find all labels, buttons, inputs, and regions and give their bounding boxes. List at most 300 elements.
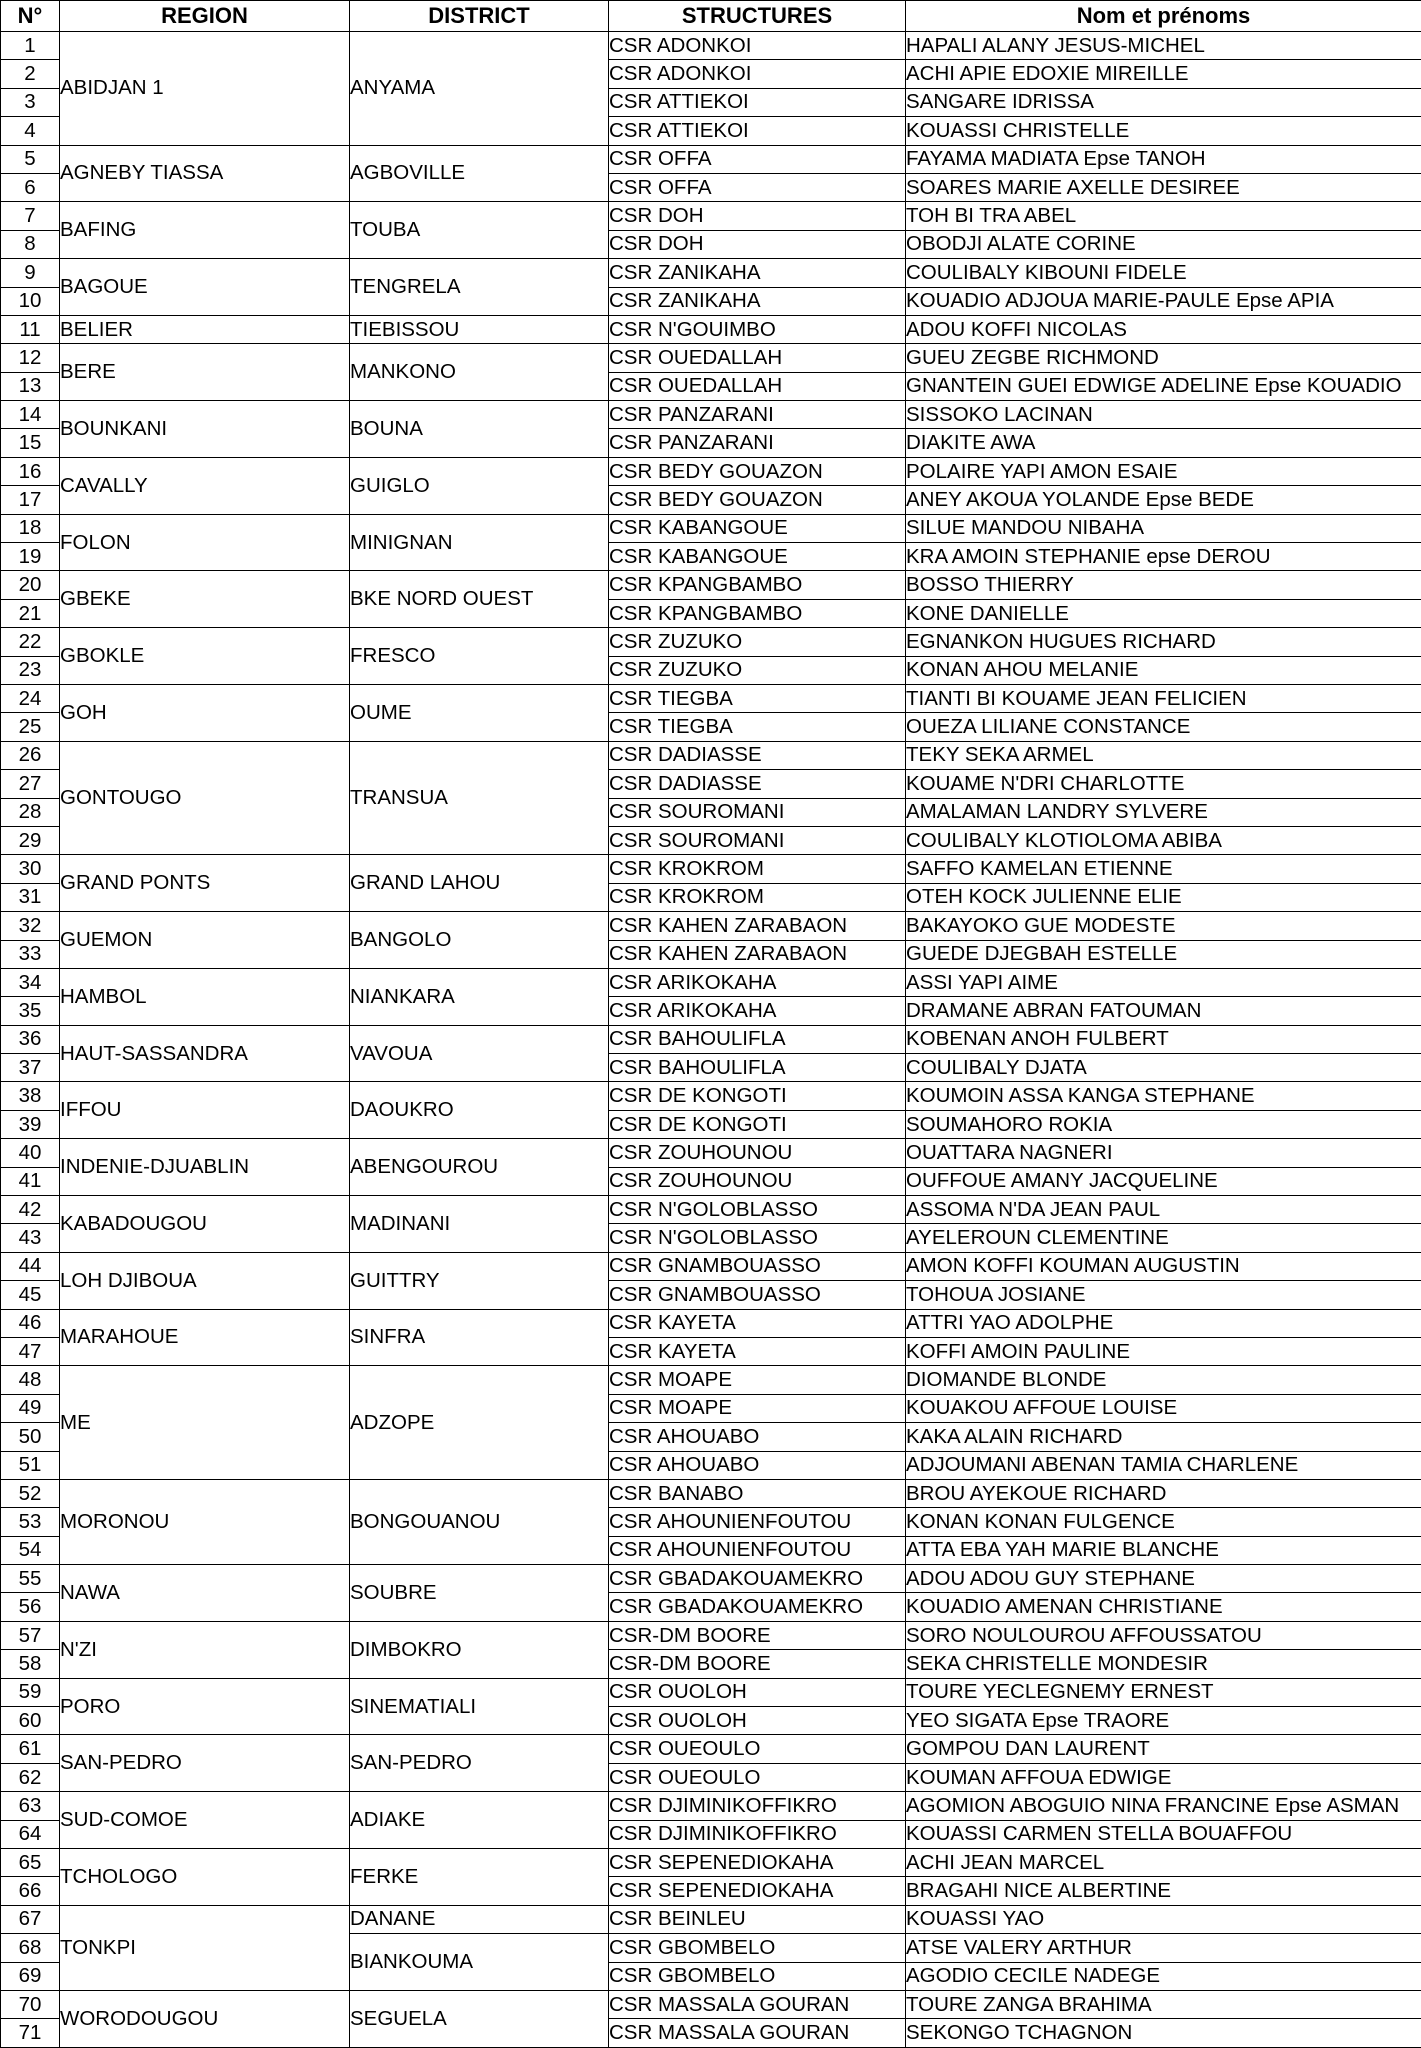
district-cell: DANANE	[350, 1905, 609, 1933]
row-number: 69	[1, 1962, 60, 1990]
row-number: 1	[1, 32, 60, 60]
table-row	[1, 1366, 1421, 1394]
name-cell: SILUE MANDOU NIBAHA	[906, 514, 1421, 542]
name-cell: GUEDE DJEGBAH ESTELLE	[906, 940, 1421, 968]
name-cell: TOURE YECLEGNEMY ERNEST	[906, 1678, 1421, 1706]
name-cell: AYELEROUN CLEMENTINE	[906, 1224, 1421, 1252]
row-number: 35	[1, 997, 60, 1025]
row-number: 23	[1, 656, 60, 684]
structure-cell: CSR N'GOLOBLASSO	[609, 1196, 906, 1224]
table-row	[1, 1792, 1421, 1820]
district-cell: GUIGLO	[350, 457, 609, 514]
name-cell: KOUMOIN ASSA KANGA STEPHANE	[906, 1082, 1421, 1110]
table-row	[1, 1025, 1421, 1053]
name-cell: OUEZA LILIANE CONSTANCE	[906, 713, 1421, 741]
name-cell: SOUMAHORO ROKIA	[906, 1110, 1421, 1138]
structure-cell: CSR BEINLEU	[609, 1905, 906, 1933]
structure-cell: CSR KAYETA	[609, 1309, 906, 1337]
table-row	[1, 1735, 1421, 1763]
region-cell: FOLON	[60, 514, 350, 571]
name-cell: AMON KOFFI KOUMAN AUGUSTIN	[906, 1252, 1421, 1280]
structure-cell: CSR KAYETA	[609, 1337, 906, 1365]
table-row	[1, 1082, 1421, 1110]
structure-cell: CSR MASSALA GOURAN	[609, 2019, 906, 2047]
row-number: 61	[1, 1735, 60, 1763]
structure-cell: CSR DADIASSE	[609, 770, 906, 798]
name-cell: ATTA EBA YAH MARIE BLANCHE	[906, 1536, 1421, 1564]
table-row	[1, 571, 1421, 599]
row-number: 8	[1, 230, 60, 258]
row-number: 54	[1, 1536, 60, 1564]
row-number: 70	[1, 1990, 60, 2018]
district-cell: SOUBRE	[350, 1565, 609, 1622]
region-cell: HAMBOL	[60, 968, 350, 1025]
structure-cell: CSR KABANGOUE	[609, 543, 906, 571]
table-row	[1, 1905, 1421, 1933]
name-cell: SANGARE IDRISSA	[906, 88, 1421, 116]
row-number: 24	[1, 684, 60, 712]
region-cell: SUD-COMOE	[60, 1792, 350, 1849]
row-number: 43	[1, 1224, 60, 1252]
structure-cell: CSR DOH	[609, 202, 906, 230]
name-cell: SOARES MARIE AXELLE DESIREE	[906, 173, 1421, 201]
structure-cell: CSR KABANGOUE	[609, 514, 906, 542]
structure-cell: CSR OUEOULO	[609, 1735, 906, 1763]
row-number: 60	[1, 1707, 60, 1735]
name-cell: KOFFI AMOIN PAULINE	[906, 1337, 1421, 1365]
row-number: 5	[1, 145, 60, 173]
structure-cell: CSR BANABO	[609, 1479, 906, 1507]
name-cell: TIANTI BI KOUAME JEAN FELICIEN	[906, 684, 1421, 712]
region-cell: SAN-PEDRO	[60, 1735, 350, 1792]
row-number: 32	[1, 912, 60, 940]
region-cell: WORODOUGOU	[60, 1990, 350, 2047]
name-cell: AGODIO CECILE NADEGE	[906, 1962, 1421, 1990]
structure-cell: CSR OUEOULO	[609, 1763, 906, 1791]
name-cell: ATTRI YAO ADOLPHE	[906, 1309, 1421, 1337]
row-number: 31	[1, 883, 60, 911]
name-cell: FAYAMA MADIATA Epse TANOH	[906, 145, 1421, 173]
structure-cell: CSR ATTIEKOI	[609, 117, 906, 145]
name-cell: ACHI JEAN MARCEL	[906, 1849, 1421, 1877]
structure-cell: CSR ZANIKAHA	[609, 259, 906, 287]
row-number: 63	[1, 1792, 60, 1820]
name-cell: HAPALI ALANY JESUS-MICHEL	[906, 32, 1421, 60]
region-cell: IFFOU	[60, 1082, 350, 1139]
structure-cell: CSR SEPENEDIOKAHA	[609, 1849, 906, 1877]
district-cell: SAN-PEDRO	[350, 1735, 609, 1792]
structure-cell: CSR N'GOLOBLASSO	[609, 1224, 906, 1252]
row-number: 47	[1, 1337, 60, 1365]
region-cell: TCHOLOGO	[60, 1849, 350, 1906]
structure-cell: CSR ZUZUKO	[609, 656, 906, 684]
name-cell: KOUASSI CARMEN STELLA BOUAFFOU	[906, 1820, 1421, 1848]
table-row	[1, 145, 1421, 173]
district-cell: BOUNA	[350, 401, 609, 458]
structure-cell: CSR KAHEN ZARABAON	[609, 912, 906, 940]
name-cell: TEKY SEKA ARMEL	[906, 741, 1421, 769]
name-cell: KRA AMOIN STEPHANIE epse DEROU	[906, 543, 1421, 571]
row-number: 48	[1, 1366, 60, 1394]
district-cell: TENGRELA	[350, 259, 609, 316]
name-cell: YEO SIGATA Epse TRAORE	[906, 1707, 1421, 1735]
region-cell: GBEKE	[60, 571, 350, 628]
district-cell: TOUBA	[350, 202, 609, 259]
row-number: 30	[1, 855, 60, 883]
district-cell: SINEMATIALI	[350, 1678, 609, 1735]
structure-cell: CSR OUOLOH	[609, 1707, 906, 1735]
structure-cell: CSR KPANGBAMBO	[609, 571, 906, 599]
row-number: 46	[1, 1309, 60, 1337]
table-row	[1, 968, 1421, 996]
structure-cell: CSR MASSALA GOURAN	[609, 1990, 906, 2018]
structure-cell: CSR ZUZUKO	[609, 628, 906, 656]
row-number: 64	[1, 1820, 60, 1848]
district-cell: DAOUKRO	[350, 1082, 609, 1139]
table-row	[1, 1309, 1421, 1337]
structure-cell: CSR KROKROM	[609, 855, 906, 883]
name-cell: KONE DANIELLE	[906, 599, 1421, 627]
table-row	[1, 259, 1421, 287]
row-number: 42	[1, 1196, 60, 1224]
name-cell: TOURE ZANGA BRAHIMA	[906, 1990, 1421, 2018]
structure-cell: CSR KPANGBAMBO	[609, 599, 906, 627]
structure-cell: CSR ZOUHOUNOU	[609, 1139, 906, 1167]
district-cell: SINFRA	[350, 1309, 609, 1366]
name-cell: OTEH KOCK JULIENNE ELIE	[906, 883, 1421, 911]
district-cell: ADIAKE	[350, 1792, 609, 1849]
structure-cell: CSR ARIKOKAHA	[609, 968, 906, 996]
header-row	[1, 1, 1421, 32]
table-body	[1, 32, 1421, 2048]
row-number: 19	[1, 543, 60, 571]
name-cell: DRAMANE ABRAN FATOUMAN	[906, 997, 1421, 1025]
structure-cell: CSR BAHOULIFLA	[609, 1054, 906, 1082]
name-cell: BRAGAHI NICE ALBERTINE	[906, 1877, 1421, 1905]
structure-cell: CSR SOUROMANI	[609, 798, 906, 826]
district-cell: TIEBISSOU	[350, 315, 609, 343]
row-number: 6	[1, 173, 60, 201]
region-cell: BAGOUE	[60, 259, 350, 316]
district-cell: AGBOVILLE	[350, 145, 609, 202]
row-number: 36	[1, 1025, 60, 1053]
row-number: 65	[1, 1849, 60, 1877]
row-number: 71	[1, 2019, 60, 2047]
name-cell: EGNANKON HUGUES RICHARD	[906, 628, 1421, 656]
table-row	[1, 628, 1421, 656]
name-cell: BROU AYEKOUE RICHARD	[906, 1479, 1421, 1507]
name-cell: KOUADIO AMENAN CHRISTIANE	[906, 1593, 1421, 1621]
district-cell: BONGOUANOU	[350, 1479, 609, 1564]
region-cell: BERE	[60, 344, 350, 401]
name-cell: ATSE VALERY ARTHUR	[906, 1934, 1421, 1962]
table-row	[1, 1678, 1421, 1706]
name-cell: SEKONGO TCHAGNON	[906, 2019, 1421, 2047]
district-cell: NIANKARA	[350, 968, 609, 1025]
structure-cell: CSR-DM BOORE	[609, 1650, 906, 1678]
structure-cell: CSR TIEGBA	[609, 684, 906, 712]
name-cell: ASSOMA N'DA JEAN PAUL	[906, 1196, 1421, 1224]
name-cell: ACHI APIE EDOXIE MIREILLE	[906, 60, 1421, 88]
structure-cell: CSR MOAPE	[609, 1394, 906, 1422]
district-cell: GUITTRY	[350, 1252, 609, 1309]
name-cell: SAFFO KAMELAN ETIENNE	[906, 855, 1421, 883]
row-number: 33	[1, 940, 60, 968]
structure-cell: CSR AHOUABO	[609, 1423, 906, 1451]
header-region: REGION	[60, 1, 350, 32]
table-row	[1, 1196, 1421, 1224]
name-cell: SISSOKO LACINAN	[906, 401, 1421, 429]
row-number: 17	[1, 486, 60, 514]
district-cell: DIMBOKRO	[350, 1621, 609, 1678]
structure-cell: CSR ADONKOI	[609, 60, 906, 88]
row-number: 26	[1, 741, 60, 769]
structure-cell: CSR BEDY GOUAZON	[609, 486, 906, 514]
name-cell: GOMPOU DAN LAURENT	[906, 1735, 1421, 1763]
region-cell: GBOKLE	[60, 628, 350, 685]
structure-cell: CSR BEDY GOUAZON	[609, 457, 906, 485]
structure-cell: CSR SEPENEDIOKAHA	[609, 1877, 906, 1905]
region-cell: ME	[60, 1366, 350, 1480]
name-cell: KOBENAN ANOH FULBERT	[906, 1025, 1421, 1053]
name-cell: KAKA ALAIN RICHARD	[906, 1423, 1421, 1451]
row-number: 53	[1, 1508, 60, 1536]
name-cell: ADOU KOFFI NICOLAS	[906, 315, 1421, 343]
row-number: 20	[1, 571, 60, 599]
row-number: 12	[1, 344, 60, 372]
row-number: 14	[1, 401, 60, 429]
structure-cell: CSR DJIMINIKOFFIKRO	[609, 1820, 906, 1848]
row-number: 25	[1, 713, 60, 741]
table-row	[1, 1565, 1421, 1593]
row-number: 15	[1, 429, 60, 457]
name-cell: COULIBALY KIBOUNI FIDELE	[906, 259, 1421, 287]
row-number: 18	[1, 514, 60, 542]
name-cell: KOUADIO ADJOUA MARIE-PAULE Epse APIA	[906, 287, 1421, 315]
header-structures: STRUCTURES	[609, 1, 906, 32]
structure-cell: CSR KAHEN ZARABAON	[609, 940, 906, 968]
table-row	[1, 1621, 1421, 1649]
structure-cell: CSR MOAPE	[609, 1366, 906, 1394]
region-cell: HAUT-SASSANDRA	[60, 1025, 350, 1082]
name-cell: OBODJI ALATE CORINE	[906, 230, 1421, 258]
row-number: 44	[1, 1252, 60, 1280]
structure-cell: CSR ZANIKAHA	[609, 287, 906, 315]
structure-cell: CSR GNAMBOUASSO	[609, 1281, 906, 1309]
row-number: 37	[1, 1054, 60, 1082]
row-number: 58	[1, 1650, 60, 1678]
row-number: 51	[1, 1451, 60, 1479]
row-number: 34	[1, 968, 60, 996]
row-number: 57	[1, 1621, 60, 1649]
row-number: 56	[1, 1593, 60, 1621]
name-cell: OUFFOUE AMANY JACQUELINE	[906, 1167, 1421, 1195]
row-number: 52	[1, 1479, 60, 1507]
row-number: 68	[1, 1934, 60, 1962]
row-number: 27	[1, 770, 60, 798]
region-cell: INDENIE-DJUABLIN	[60, 1139, 350, 1196]
district-cell: BIANKOUMA	[350, 1934, 609, 1991]
name-cell: KOUASSI CHRISTELLE	[906, 117, 1421, 145]
structure-cell: CSR ZOUHOUNOU	[609, 1167, 906, 1195]
structure-cell: CSR PANZARANI	[609, 429, 906, 457]
row-number: 50	[1, 1423, 60, 1451]
region-cell: MORONOU	[60, 1479, 350, 1564]
row-number: 22	[1, 628, 60, 656]
structure-cell: CSR DE KONGOTI	[609, 1082, 906, 1110]
district-cell: FRESCO	[350, 628, 609, 685]
structure-cell: CSR ATTIEKOI	[609, 88, 906, 116]
row-number: 49	[1, 1394, 60, 1422]
row-number: 62	[1, 1763, 60, 1791]
name-cell: ADOU ADOU GUY STEPHANE	[906, 1565, 1421, 1593]
name-cell: DIAKITE AWA	[906, 429, 1421, 457]
header-number: N°	[1, 1, 60, 32]
district-cell: VAVOUA	[350, 1025, 609, 1082]
table-row	[1, 1479, 1421, 1507]
structure-cell: CSR SOUROMANI	[609, 826, 906, 854]
row-number: 4	[1, 117, 60, 145]
table-row	[1, 855, 1421, 883]
name-cell: ADJOUMANI ABENAN TAMIA CHARLENE	[906, 1451, 1421, 1479]
row-number: 41	[1, 1167, 60, 1195]
structure-cell: CSR OFFA	[609, 173, 906, 201]
structure-cell: CSR OUEDALLAH	[609, 372, 906, 400]
region-cell: GRAND PONTS	[60, 855, 350, 912]
structure-cell: CSR ARIKOKAHA	[609, 997, 906, 1025]
name-cell: KOUASSI YAO	[906, 1905, 1421, 1933]
structure-cell: CSR AHOUNIENFOUTOU	[609, 1508, 906, 1536]
structure-cell: CSR DOH	[609, 230, 906, 258]
structure-cell: CSR OUEDALLAH	[609, 344, 906, 372]
row-number: 11	[1, 315, 60, 343]
name-cell: SEKA CHRISTELLE MONDESIR	[906, 1650, 1421, 1678]
name-cell: KOUMAN AFFOUA EDWIGE	[906, 1763, 1421, 1791]
district-cell: TRANSUA	[350, 741, 609, 855]
header-district: DISTRICT	[350, 1, 609, 32]
name-cell: KOUAME N'DRI CHARLOTTE	[906, 770, 1421, 798]
table-row	[1, 741, 1421, 769]
district-cell: MANKONO	[350, 344, 609, 401]
row-number: 29	[1, 826, 60, 854]
name-cell: BOSSO THIERRY	[906, 571, 1421, 599]
name-cell: COULIBALY DJATA	[906, 1054, 1421, 1082]
structure-cell: CSR DJIMINIKOFFIKRO	[609, 1792, 906, 1820]
district-cell: BANGOLO	[350, 912, 609, 969]
row-number: 10	[1, 287, 60, 315]
structure-cell: CSR OUOLOH	[609, 1678, 906, 1706]
structure-cell: CSR DADIASSE	[609, 741, 906, 769]
district-cell: ADZOPE	[350, 1366, 609, 1480]
table-header	[1, 1, 1421, 32]
table-row	[1, 684, 1421, 712]
row-number: 66	[1, 1877, 60, 1905]
region-cell: PORO	[60, 1678, 350, 1735]
header-name: Nom et prénoms	[906, 1, 1421, 32]
structure-cell: CSR GNAMBOUASSO	[609, 1252, 906, 1280]
region-cell: BELIER	[60, 315, 350, 343]
structure-cell: CSR-DM BOORE	[609, 1621, 906, 1649]
structure-cell: CSR PANZARANI	[609, 401, 906, 429]
name-cell: AGOMION ABOGUIO NINA FRANCINE Epse ASMAN	[906, 1792, 1421, 1820]
region-cell: N'ZI	[60, 1621, 350, 1678]
structure-cell: CSR GBADAKOUAMEKRO	[609, 1593, 906, 1621]
district-cell: FERKE	[350, 1849, 609, 1906]
region-cell: BAFING	[60, 202, 350, 259]
structure-cell: CSR AHOUABO	[609, 1451, 906, 1479]
table-row	[1, 315, 1421, 343]
table-row	[1, 514, 1421, 542]
row-number: 7	[1, 202, 60, 230]
table-row	[1, 344, 1421, 372]
row-number: 39	[1, 1110, 60, 1138]
region-cell: TONKPI	[60, 1905, 350, 1990]
table-row	[1, 1252, 1421, 1280]
name-cell: KONAN KONAN FULGENCE	[906, 1508, 1421, 1536]
region-cell: BOUNKANI	[60, 401, 350, 458]
district-cell: BKE NORD OUEST	[350, 571, 609, 628]
table-row	[1, 1139, 1421, 1167]
row-number: 55	[1, 1565, 60, 1593]
name-cell: ANEY AKOUA YOLANDE Epse BEDE	[906, 486, 1421, 514]
region-cell: ABIDJAN 1	[60, 32, 350, 146]
name-cell: GUEU ZEGBE RICHMOND	[906, 344, 1421, 372]
region-cell: GUEMON	[60, 912, 350, 969]
row-number: 9	[1, 259, 60, 287]
row-number: 3	[1, 88, 60, 116]
structure-cell: CSR DE KONGOTI	[609, 1110, 906, 1138]
district-cell: GRAND LAHOU	[350, 855, 609, 912]
table-row	[1, 401, 1421, 429]
row-number: 21	[1, 599, 60, 627]
structure-cell: CSR AHOUNIENFOUTOU	[609, 1536, 906, 1564]
name-cell: AMALAMAN LANDRY SYLVERE	[906, 798, 1421, 826]
structure-cell: CSR KROKROM	[609, 883, 906, 911]
table-row	[1, 912, 1421, 940]
district-cell: ABENGOUROU	[350, 1139, 609, 1196]
district-cell: OUME	[350, 684, 609, 741]
structure-cell: CSR GBOMBELO	[609, 1934, 906, 1962]
district-cell: ANYAMA	[350, 32, 609, 146]
region-cell: LOH DJIBOUA	[60, 1252, 350, 1309]
table-row	[1, 1990, 1421, 2018]
name-cell: COULIBALY KLOTIOLOMA ABIBA	[906, 826, 1421, 854]
structure-cell: CSR ADONKOI	[609, 32, 906, 60]
district-cell: SEGUELA	[350, 1990, 609, 2047]
table-row	[1, 32, 1421, 60]
table-row	[1, 1849, 1421, 1877]
name-cell: TOH BI TRA ABEL	[906, 202, 1421, 230]
name-cell: DIOMANDE BLONDE	[906, 1366, 1421, 1394]
row-number: 28	[1, 798, 60, 826]
name-cell: KOUAKOU AFFOUE LOUISE	[906, 1394, 1421, 1422]
name-cell: KONAN AHOU MELANIE	[906, 656, 1421, 684]
structure-cell: CSR TIEGBA	[609, 713, 906, 741]
region-cell: AGNEBY TIASSA	[60, 145, 350, 202]
row-number: 67	[1, 1905, 60, 1933]
region-cell: CAVALLY	[60, 457, 350, 514]
row-number: 16	[1, 457, 60, 485]
region-cell: KABADOUGOU	[60, 1196, 350, 1253]
name-cell: POLAIRE YAPI AMON ESAIE	[906, 457, 1421, 485]
row-number: 45	[1, 1281, 60, 1309]
structure-cell: CSR GBOMBELO	[609, 1962, 906, 1990]
table-row	[1, 457, 1421, 485]
structure-cell: CSR OFFA	[609, 145, 906, 173]
structure-cell: CSR GBADAKOUAMEKRO	[609, 1565, 906, 1593]
row-number: 40	[1, 1139, 60, 1167]
structure-cell: CSR N'GOUIMBO	[609, 315, 906, 343]
